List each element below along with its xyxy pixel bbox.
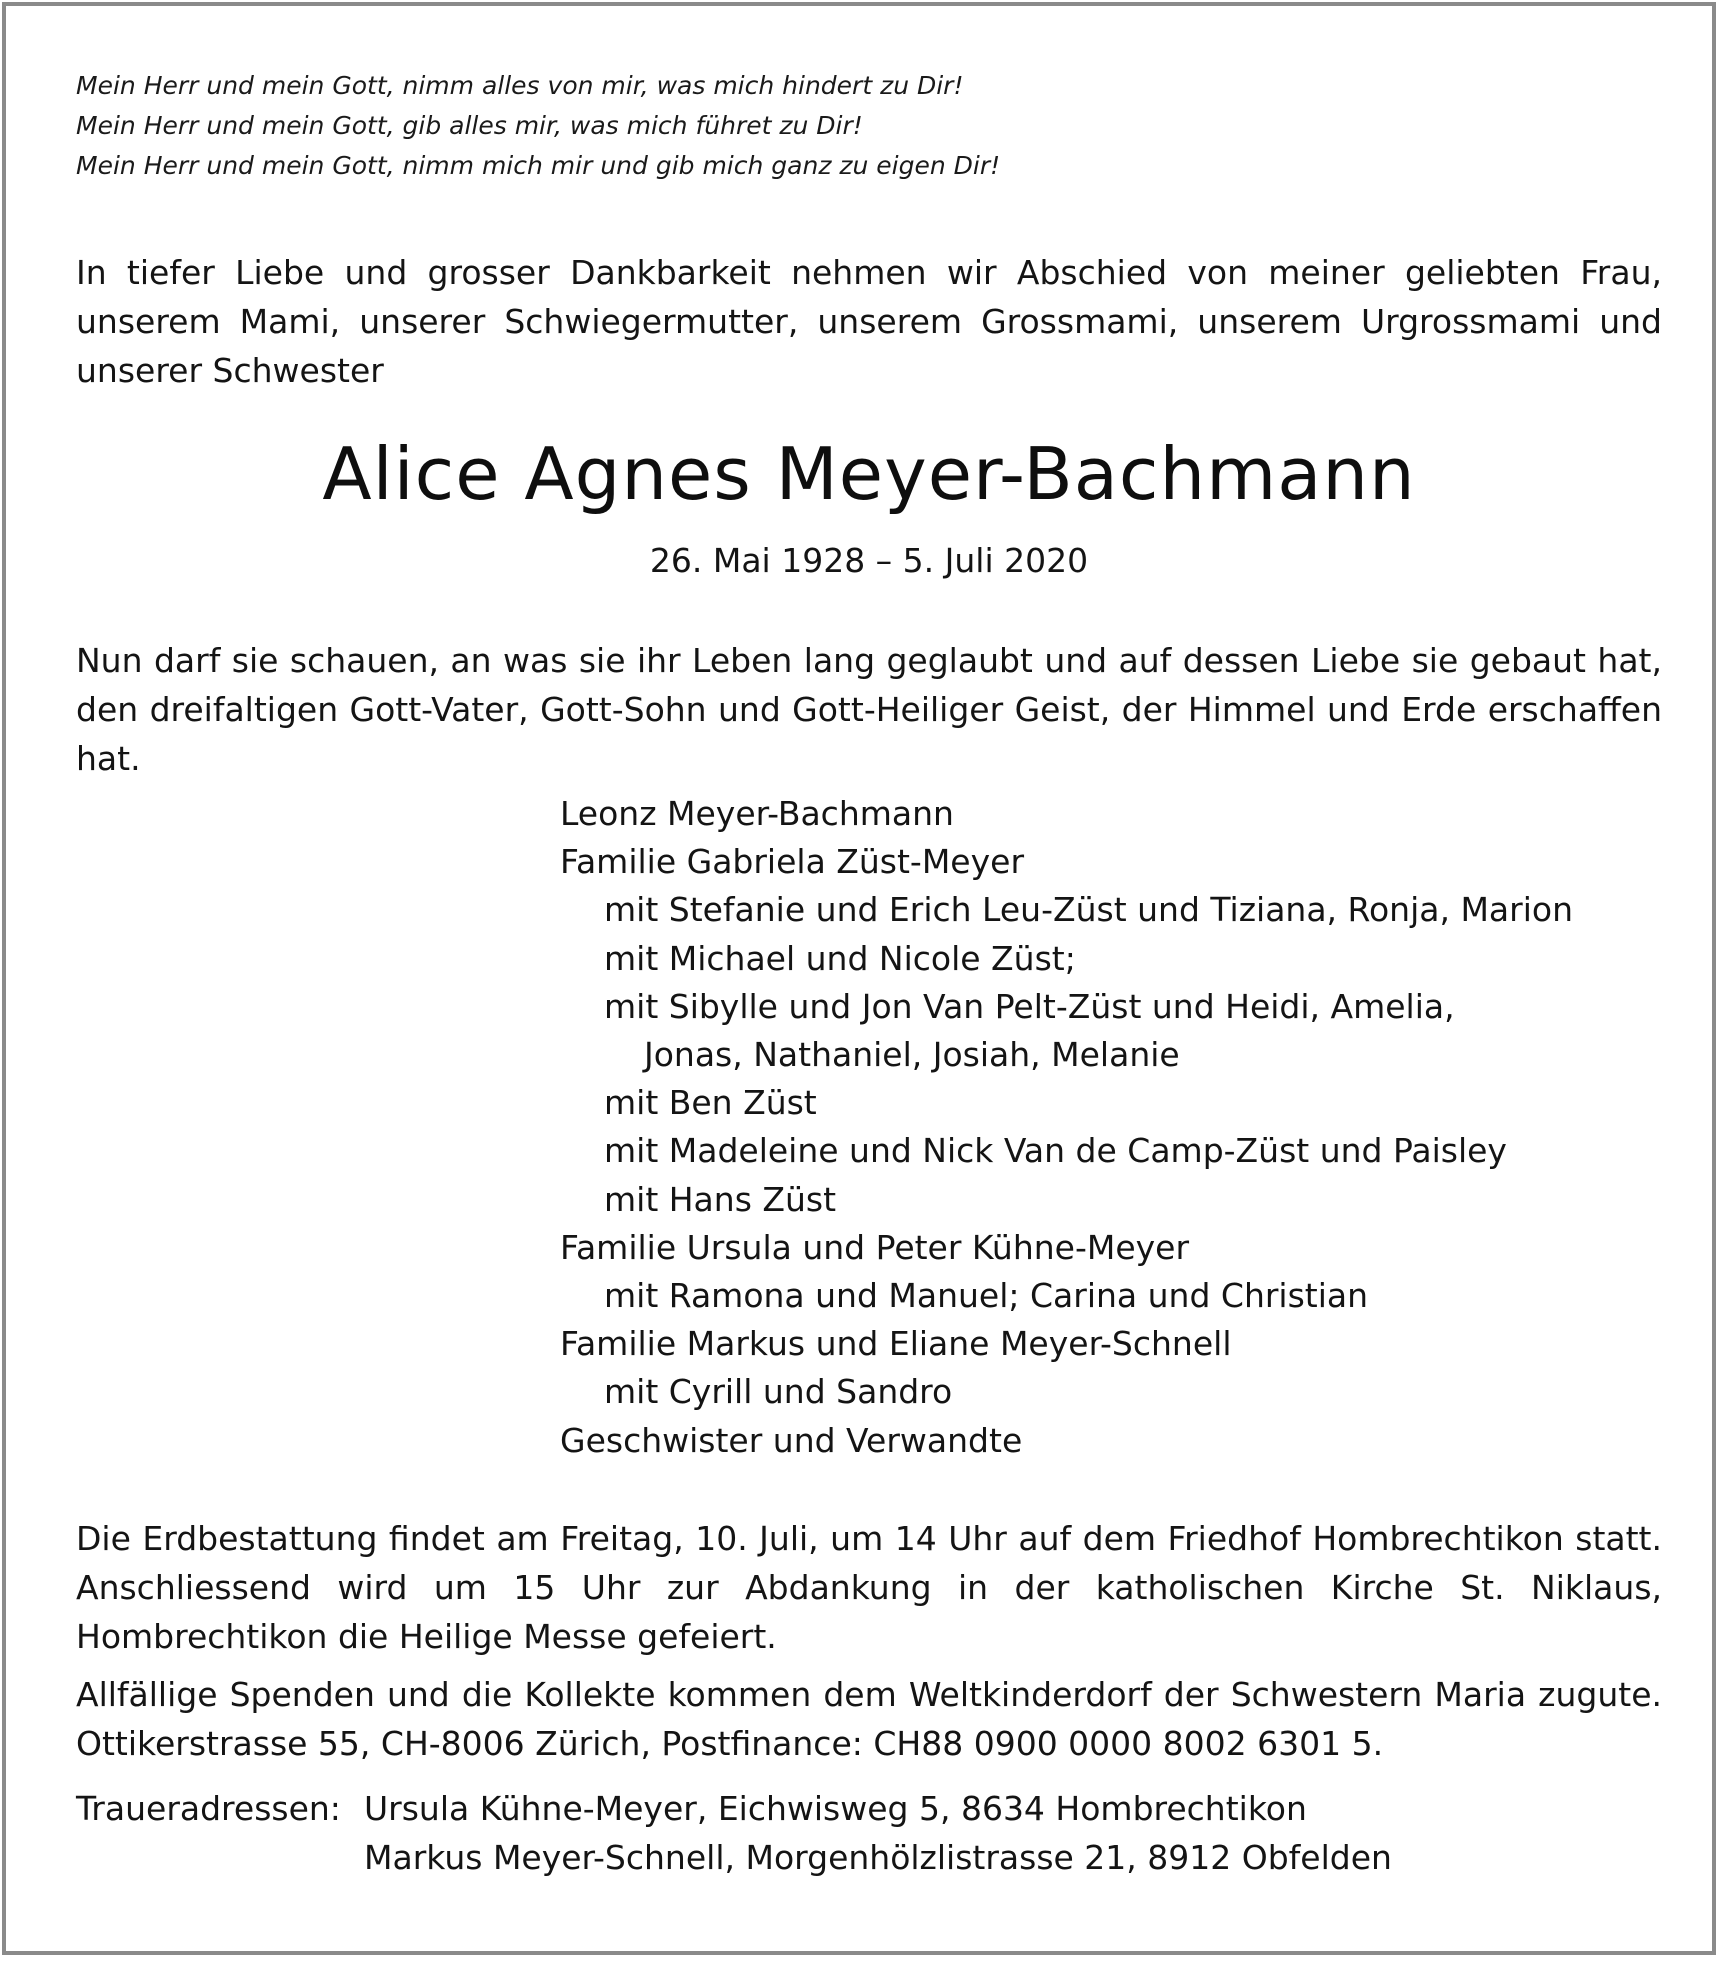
mourner-line: Geschwister und Verwandte [560,1420,1023,1460]
mourning-addresses [76,1784,1392,1882]
mourner-line: mit Stefanie und Erich Leu-Züst und Tiziana, Ronja, Marion [604,890,1573,930]
mourner-line: Jonas, Nathaniel, Josiah, Melanie [644,1035,1180,1075]
faith-paragraph: Nun darf sie schauen, an was sie ihr Leben lang geglaubt und auf dessen Liebe sie gebaut hat, den dreifaltigen Gott-Vater, Gott-Sohn und Gott-Heiliger Geist, der Himmel und Erde erschaffen hat. [76,641,1662,778]
motto-line: Mein Herr und mein Gott, gib alles mir, was mich führet zu Dir! [76,111,863,140]
deceased-name: Alice Agnes Meyer-Bachmann [322,432,1416,516]
mourner-line: mit Michael und Nicole Züst; [604,938,1076,978]
mourner-line: mit Ramona und Manuel; Carina und Christian [604,1276,1369,1316]
mourner-line: Familie Markus und Eliane Meyer-Schnell [560,1324,1232,1364]
mourner-line: Leonz Meyer-Bachmann [560,794,954,833]
mourner-line: mit Sibylle und Jon Van Pelt-Züst und Heidi, Amelia, [604,986,1455,1026]
mourner-line: Familie Ursula und Peter Kühne-Meyer [560,1227,1190,1267]
donation-paragraph: Allfällige Spenden und die Kollekte kommen dem Weltkinderdorf der Schwestern Maria zugute. Ottikerstrasse 55, CH-8006 Zürich, Postfinance: CH88 0900 0000 8002 6301 5. [76,1675,1662,1763]
mourner-line: mit Cyrill und Sandro [604,1372,953,1412]
prayer-motto [76,66,1000,186]
address-row [76,1833,1392,1882]
addresses-label-spacer [76,1833,364,1882]
address-row [76,1784,1392,1833]
mourner-line: mit Ben Züst [604,1083,817,1123]
mourner-line: mit Hans Züst [604,1179,837,1219]
mourner-line: Familie Gabriela Züst-Meyer [560,842,1025,882]
addresses-label: Traueradressen: [76,1789,341,1828]
burial-paragraph: Die Erdbestattung findet am Freitag, 10. Juli, um 14 Uhr auf dem Friedhof Hombrechtikon statt. Anschliessend wird um 15 Uhr zur Abdankung in der katholischen Kirche St. Niklaus, Hombrechtikon die Heilige Messe gefeiert. [76,1519,1662,1656]
motto-line: Mein Herr und mein Gott, nimm mich mir und gib mich ganz zu eigen Dir! [76,151,1001,180]
obituary-frame [2,2,1716,1955]
address-line: Ursula Kühne-Meyer, Eichwisweg 5, 8634 Hombrechtikon [364,1789,1307,1828]
mourner-line: mit Madeleine und Nick Van de Camp-Züst und Paisley [604,1131,1507,1171]
mourners-list [560,790,1573,1465]
address-line: Markus Meyer-Schnell, Morgenhölzlistrasse 21, 8912 Obfelden [364,1838,1392,1877]
life-dates: 26. Mai 1928 – 5. Juli 2020 [649,541,1089,580]
motto-line: Mein Herr und mein Gott, nimm alles von mir, was mich hindert zu Dir! [76,71,964,100]
intro-paragraph: In tiefer Liebe und grosser Dankbarkeit nehmen wir Abschied von meiner geliebten Frau, unserem Mami, unserer Schwiegermutter, unserem Grossmami, unserem Urgrossmami und unserer Schwester [76,253,1662,390]
